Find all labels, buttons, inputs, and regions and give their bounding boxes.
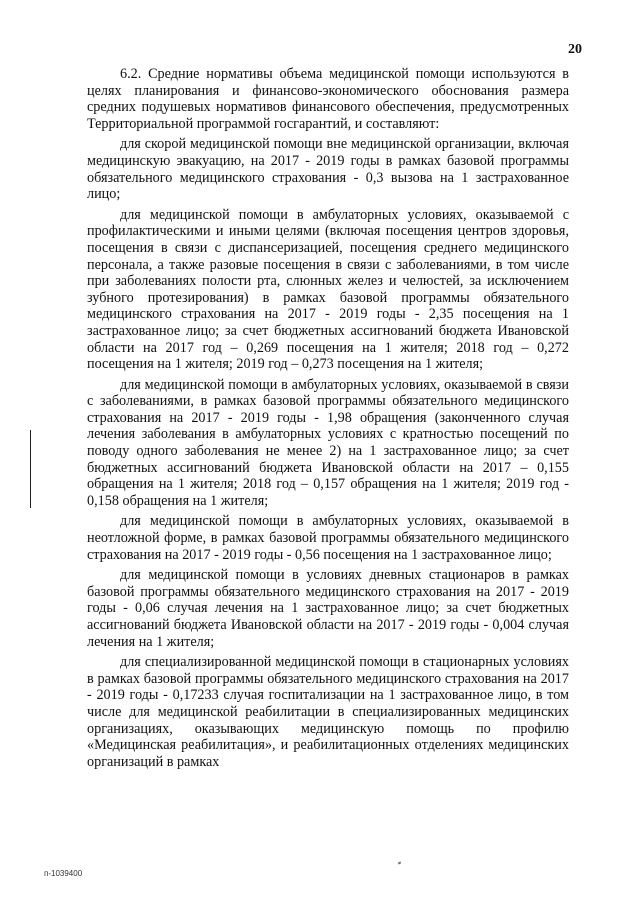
paragraph-ambulance: для скорой медицинской помощи вне медицинской организации, включая медицинскую эвакуацию, на 2017 - 2019 годы в рамках базовой программы обязательного медицинского страхования - 0,3 вызова на 1 застрахованное лицо;	[87, 136, 569, 203]
paragraph-outpatient-urgent: для медицинской помощи в амбулаторных условиях, оказываемой в неотложной форме, в рамках базовой программы обязательного медицинского страхования на 2017 - 2019 годы - 0,56 посещения на 1 застрахованное лицо;	[87, 513, 569, 563]
margin-line-mark	[30, 430, 31, 508]
paragraph-specialized-inpatient: для специализированной медицинской помощи в стационарных условиях в рамках базовой программы обязательного медицинского страхования на 2017 - 2019 годы - 0,17233 случая госпитализации на 1 застрахованное лицо, в том числе для медицинской реабилитации в специализированных медицинских организациях, оказывающих медицинскую помощь по профилю «Медицинская реабилитация», и реабилитационных отделениях медицинских организаций в рамках	[87, 654, 569, 770]
document-body	[87, 66, 569, 774]
scan-speck	[398, 861, 402, 864]
paragraph-day-hospital: для медицинской помощи в условиях дневных стационаров в рамках базовой программы обязательного медицинского страхования на 2017 - 2019 годы - 0,06 случая лечения на 1 застрахованное лицо; за счет бюджетных ассигнований бюджета Ивановской области на 2017 - 2019 годы - 0,004 случая лечения на 1 жителя;	[87, 567, 569, 650]
paragraph-outpatient-disease: для медицинской помощи в амбулаторных условиях, оказываемой в связи с заболеваниями, в рамках базовой программы обязательного медицинского страхования на 2017 - 2019 годы - 1,98 обращения (законченного случая лечения заболевания в амбулаторных условиях с кратностью посещений по поводу одного заболевания не менее 2) на 1 застрахованное лицо; за счет бюджетных ассигнований бюджета Ивановской области на 2017 – 0,155 обращения на 1 жителя; 2018 год – 0,157 обращения на 1 жителя; 2019 год - 0,158 обращения на 1 жителя;	[87, 376, 569, 509]
page-number: 20	[568, 42, 582, 57]
paragraph-intro: 6.2. Средние нормативы объема медицинской помощи используются в целях планирования и финансово-экономического обоснования размера средних подушевых нормативов финансового обеспечения, предусмотренных Территориальной программой госгарантий, и составляют:	[87, 66, 569, 132]
footer-document-code: п-1039400	[44, 869, 83, 878]
paragraph-outpatient-preventive: для медицинской помощи в амбулаторных условиях, оказываемой с профилактическими и иными целями (включая посещения центров здоровья, посещения в связи с диспансеризацией, посещения среднего медицинского персонала, а также разовые посещения в связи с заболеваниями, в том числе при заболеваниях полости рта, слюнных желез и челюстей, за исключением зубного протезирования) в рамках базовой программы обязательного медицинского страхования на 2017 - 2019 годы - 2,35 посещения на 1 застрахованное лицо; за счет бюджетных ассигнований бюджета Ивановской области на 2017 год – 0,269 посещения на 1 жителя; 2018 год – 0,272 посещения на 1 жителя; 2019 год – 0,273 посещения на 1 жителя;	[87, 206, 569, 373]
